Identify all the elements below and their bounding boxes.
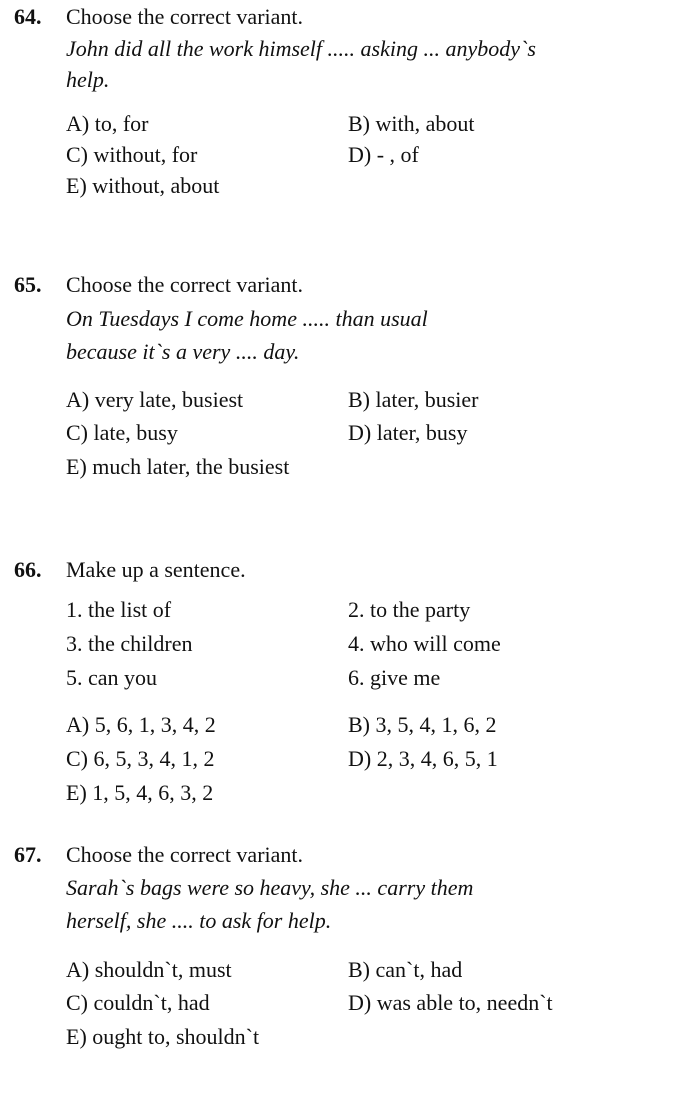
answer-option-c[interactable]: C) 6, 5, 3, 4, 1, 2 bbox=[66, 746, 215, 771]
answer-option-a[interactable]: A) to, for bbox=[66, 111, 149, 136]
sentence-part-1: 1. the list of bbox=[66, 597, 172, 622]
answer-option-b[interactable]: B) 3, 5, 4, 1, 6, 2 bbox=[348, 712, 497, 737]
sentence-part-5: 5. can you bbox=[66, 665, 158, 690]
answer-option-b[interactable]: B) later, busier bbox=[348, 387, 479, 412]
answer-option-e[interactable]: E) ought to, shouldn`t bbox=[66, 1024, 260, 1049]
question-prompt-line: Sarah`s bags were so heavy, she ... carry them bbox=[66, 875, 474, 900]
answer-option-c[interactable]: C) without, for bbox=[66, 142, 198, 167]
answer-option-a[interactable]: A) very late, busiest bbox=[66, 387, 244, 412]
answer-option-b[interactable]: B) with, about bbox=[348, 111, 475, 136]
answer-option-c[interactable]: C) late, busy bbox=[66, 420, 178, 445]
answer-option-a[interactable]: A) 5, 6, 1, 3, 4, 2 bbox=[66, 712, 216, 737]
answer-option-c[interactable]: C) couldn`t, had bbox=[66, 990, 210, 1015]
question-prompt-line: because it`s a very .... day. bbox=[66, 339, 300, 364]
question-prompt-line: herself, she .... to ask for help. bbox=[66, 908, 332, 933]
answer-option-d[interactable]: D) - , of bbox=[348, 142, 419, 167]
question-prompt-line: John did all the work himself ..... asking ... anybody`s bbox=[66, 36, 536, 61]
question-instruction: Choose the correct variant. bbox=[66, 842, 304, 867]
question-number: 65. bbox=[14, 272, 42, 297]
question-instruction: Choose the correct variant. bbox=[66, 4, 304, 29]
sentence-part-6: 6. give me bbox=[348, 665, 441, 690]
question-number: 66. bbox=[14, 557, 42, 582]
question-prompt-line: On Tuesdays I come home ..... than usual bbox=[66, 306, 428, 331]
answer-option-e[interactable]: E) much later, the busiest bbox=[66, 454, 290, 479]
answer-option-d[interactable]: D) was able to, needn`t bbox=[348, 990, 553, 1015]
answer-option-b[interactable]: B) can`t, had bbox=[348, 957, 463, 982]
question-number: 64. bbox=[14, 4, 42, 29]
answer-option-e[interactable]: E) without, about bbox=[66, 173, 220, 198]
question-prompt-line: help. bbox=[66, 67, 110, 92]
answer-option-d[interactable]: D) later, busy bbox=[348, 420, 468, 445]
sentence-part-4: 4. who will come bbox=[348, 631, 501, 656]
sentence-part-2: 2. to the party bbox=[348, 597, 471, 622]
question-number: 67. bbox=[14, 842, 42, 867]
question-instruction: Make up a sentence. bbox=[66, 557, 246, 582]
question-instruction: Choose the correct variant. bbox=[66, 272, 304, 297]
answer-option-d[interactable]: D) 2, 3, 4, 6, 5, 1 bbox=[348, 746, 498, 771]
sentence-part-3: 3. the children bbox=[66, 631, 193, 656]
answer-option-a[interactable]: A) shouldn`t, must bbox=[66, 957, 232, 982]
answer-option-e[interactable]: E) 1, 5, 4, 6, 3, 2 bbox=[66, 780, 214, 805]
